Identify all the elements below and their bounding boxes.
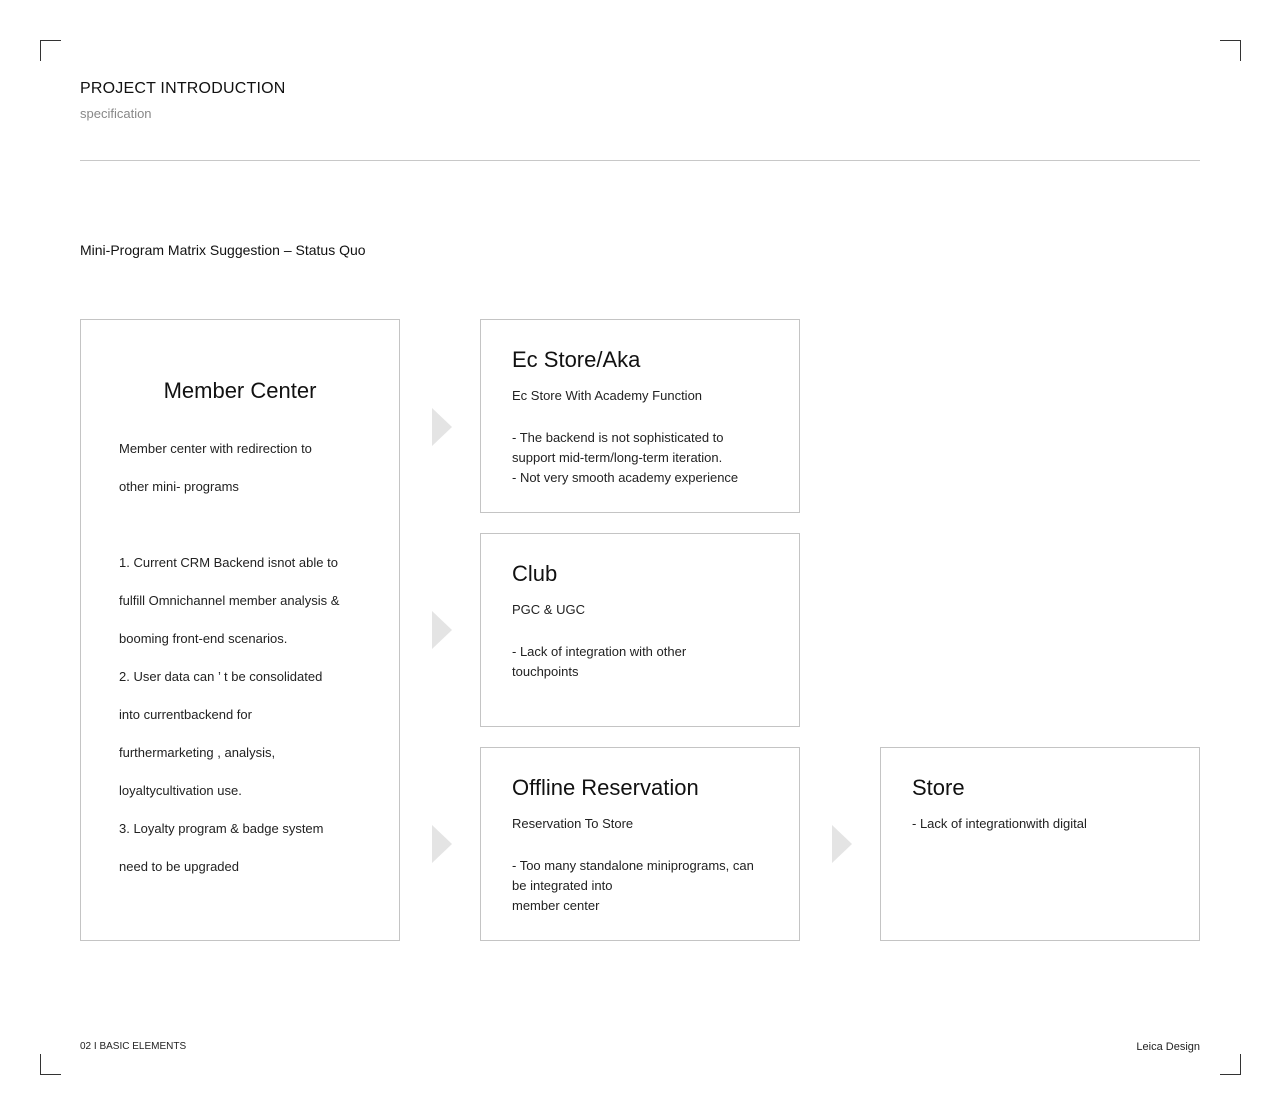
header-divider — [80, 160, 1200, 161]
club-title: Club — [512, 561, 558, 586]
member-center-line: furthermarketing , analysis, — [119, 745, 276, 760]
store-title: Store — [912, 775, 965, 800]
description-line: - The backend is not sophisticated to — [512, 430, 724, 445]
corner-mark-bottom-left — [40, 1054, 61, 1075]
description-line: member center — [512, 898, 600, 913]
ec-store-subtitle: Ec Store With Academy Function — [512, 388, 703, 403]
offline-reservation-description — [512, 856, 782, 916]
description-line: be integrated into — [512, 878, 613, 893]
club-description — [512, 642, 782, 682]
arrow-right-icon — [432, 408, 452, 446]
arrow-right-icon — [432, 825, 452, 863]
member-center-line: into currentbackend for — [119, 707, 252, 722]
member-center-line: other mini- programs — [119, 479, 239, 494]
description-line: - Lack of integration with other — [512, 644, 687, 659]
member-center-title: Member Center — [163, 378, 317, 403]
club-card — [480, 533, 800, 727]
corner-mark-bottom-right — [1220, 1054, 1241, 1075]
club-subtitle: PGC & UGC — [512, 602, 585, 617]
page-title: PROJECT INTRODUCTION — [80, 80, 286, 97]
ec-store-description — [512, 428, 782, 488]
member-center-line: 2. User data can ’ t be consolidated — [119, 669, 323, 684]
description-line: - Too many standalone miniprograms, can — [512, 858, 754, 873]
member-center-line: 1. Current CRM Backend isnot able to — [119, 555, 338, 570]
description-line: - Not very smooth academy experience — [512, 470, 739, 485]
member-center-line: need to be upgraded — [119, 859, 239, 874]
footer-page-label: 02 I BASIC ELEMENTS — [80, 1041, 187, 1052]
store-subtitle: - Lack of integrationwith digital — [912, 816, 1087, 831]
offline-reservation-card — [480, 747, 800, 941]
member-center-card — [80, 319, 400, 941]
member-center-line: loyaltycultivation use. — [119, 783, 242, 798]
arrow-right-icon — [432, 611, 452, 649]
member-center-line: Member center with redirection to — [119, 441, 312, 456]
offline-reservation-title: Offline Reservation — [512, 775, 699, 800]
member-center-body — [119, 430, 379, 886]
member-center-spacer — [119, 506, 379, 544]
page-subtitle: specification — [80, 106, 152, 121]
member-center-line: fulfill Omnichannel member analysis & — [119, 593, 340, 608]
member-center-line: 3. Loyalty program & badge system — [119, 821, 324, 836]
footer-brand: Leica Design — [1136, 1041, 1200, 1053]
corner-mark-top-left — [40, 40, 61, 61]
store-card — [880, 747, 1200, 941]
ec-store-card — [480, 319, 800, 513]
ec-store-title: Ec Store/Aka — [512, 347, 641, 372]
offline-reservation-subtitle: Reservation To Store — [512, 816, 634, 831]
description-line: touchpoints — [512, 664, 579, 679]
arrow-right-icon — [832, 825, 852, 863]
section-title: Mini-Program Matrix Suggestion – Status Quo — [80, 242, 366, 258]
description-line: support mid-term/long-term iteration. — [512, 450, 723, 465]
member-center-line: booming front-end scenarios. — [119, 631, 288, 646]
corner-mark-top-right — [1220, 40, 1241, 61]
